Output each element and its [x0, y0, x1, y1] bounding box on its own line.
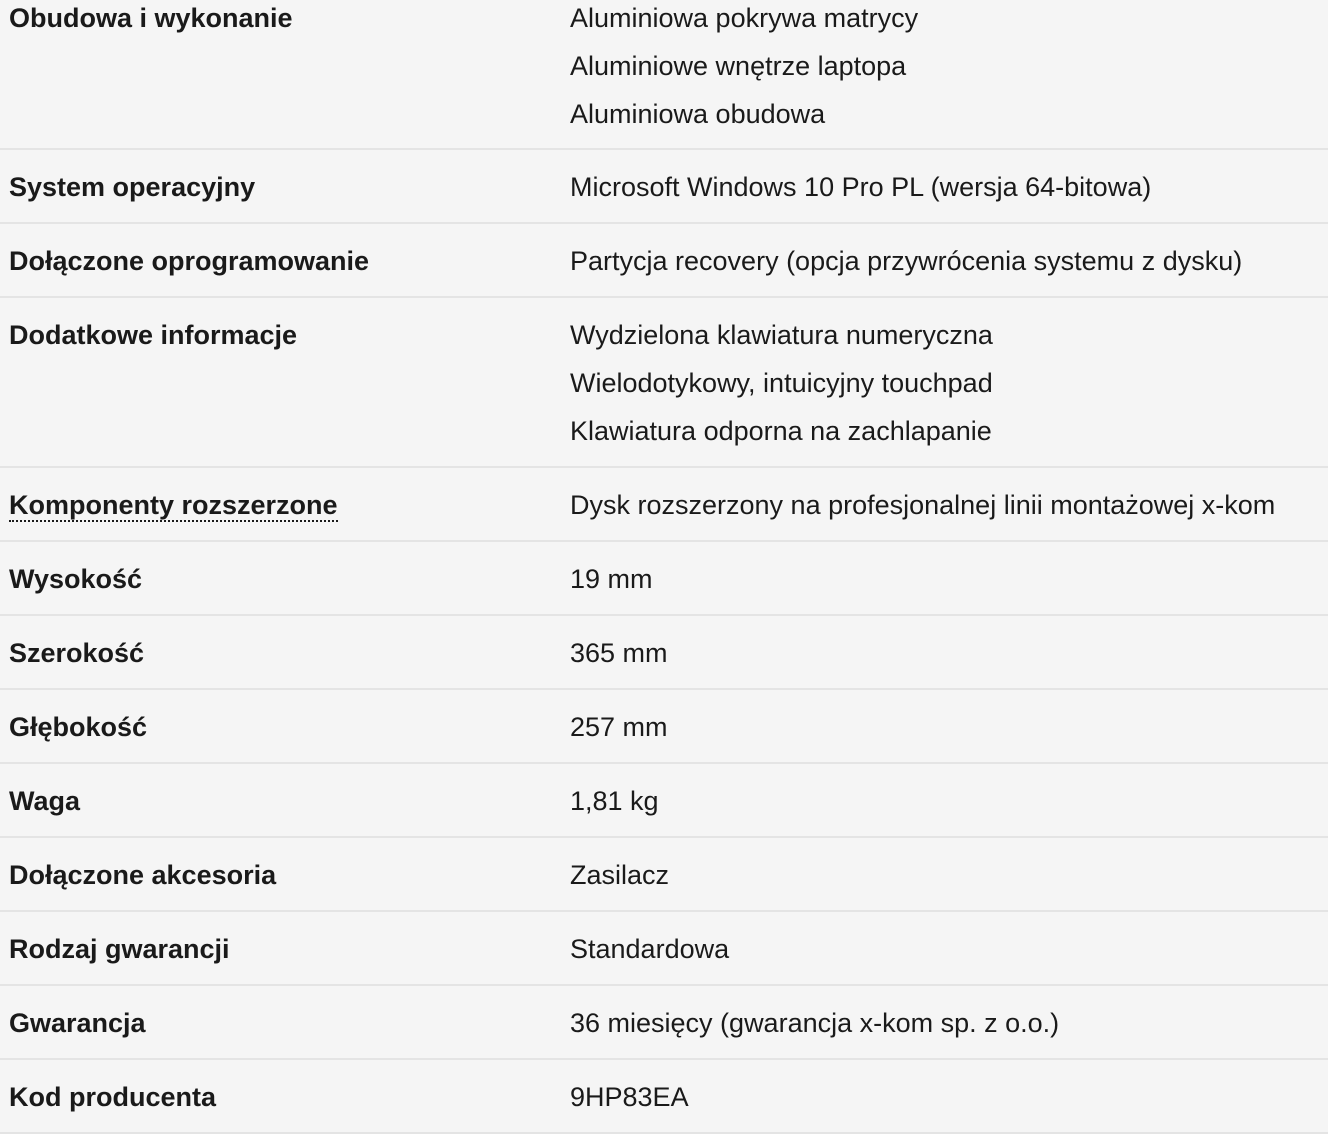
spec-label: Gwarancja: [9, 1008, 146, 1038]
spec-row-extended-components: [0, 468, 1328, 542]
spec-label-tooltip[interactable]: [0, 468, 570, 540]
spec-value: 36 miesięcy (gwarancja x-kom sp. z o.o.): [570, 1008, 1060, 1038]
spec-value: Klawiatura odporna na zachlapanie: [570, 416, 992, 446]
spec-values: [570, 986, 1328, 1058]
spec-values: [570, 150, 1328, 222]
spec-row-accessories: [0, 838, 1328, 912]
spec-label: Waga: [9, 786, 81, 816]
spec-values: [570, 764, 1328, 836]
spec-row-software: [0, 224, 1328, 298]
spec-label: Dołączone akcesoria: [9, 860, 277, 890]
spec-values: [570, 912, 1328, 984]
spec-label: Obudowa i wykonanie: [9, 3, 293, 33]
spec-row-weight: [0, 764, 1328, 838]
spec-value: 1,81 kg: [570, 786, 659, 816]
spec-row-height: [0, 542, 1328, 616]
spec-row-additional-info: [0, 298, 1328, 468]
spec-row-warranty-type: [0, 912, 1328, 986]
spec-value: 9HP83EA: [570, 1082, 689, 1112]
spec-label: Szerokość: [9, 638, 145, 668]
spec-row-width: [0, 616, 1328, 690]
spec-values: [570, 468, 1328, 540]
spec-values: [570, 616, 1328, 688]
spec-value: Wielodotykowy, intuicyjny touchpad: [570, 368, 993, 398]
spec-value: 19 mm: [570, 564, 653, 594]
spec-value: Aluminiowa obudowa: [570, 99, 826, 129]
spec-values: [570, 0, 1328, 148]
spec-values: [570, 690, 1328, 762]
spec-row-manufacturer-code: [0, 1060, 1328, 1134]
spec-label: Wysokość: [9, 564, 143, 594]
spec-value: Aluminiowe wnętrze laptopa: [570, 51, 907, 81]
spec-label-text[interactable]: Komponenty rozszerzone: [9, 490, 338, 520]
spec-label: System operacyjny: [9, 172, 256, 202]
spec-value: Partycja recovery (opcja przywrócenia systemu z dysku): [570, 246, 1243, 276]
spec-label: Dołączone oprogramowanie: [9, 246, 370, 276]
spec-label: Kod producenta: [9, 1082, 216, 1112]
spec-label: Dodatkowe informacje: [9, 320, 298, 350]
spec-value: Standardowa: [570, 934, 730, 964]
spec-row-warranty: [0, 986, 1328, 1060]
spec-row-os: [0, 150, 1328, 224]
spec-values: [570, 1060, 1328, 1132]
spec-value: Zasilacz: [570, 860, 670, 890]
spec-label: Głębokość: [9, 712, 148, 742]
spec-values: [570, 542, 1328, 614]
spec-value: Microsoft Windows 10 Pro PL (wersja 64-bitowa): [570, 172, 1152, 202]
spec-value: Wydzielona klawiatura numeryczna: [570, 320, 993, 350]
spec-row-depth: [0, 690, 1328, 764]
spec-value: 365 mm: [570, 638, 668, 668]
spec-values: [570, 298, 1328, 466]
spec-value: Aluminiowa pokrywa matrycy: [570, 3, 919, 33]
spec-values: [570, 224, 1328, 296]
spec-label: Rodzaj gwarancji: [9, 934, 230, 964]
spec-row-casing: [0, 0, 1328, 150]
spec-value: 257 mm: [570, 712, 668, 742]
spec-value: Dysk rozszerzony na profesjonalnej linii montażowej x-kom: [570, 490, 1276, 520]
spec-values: [570, 838, 1328, 910]
